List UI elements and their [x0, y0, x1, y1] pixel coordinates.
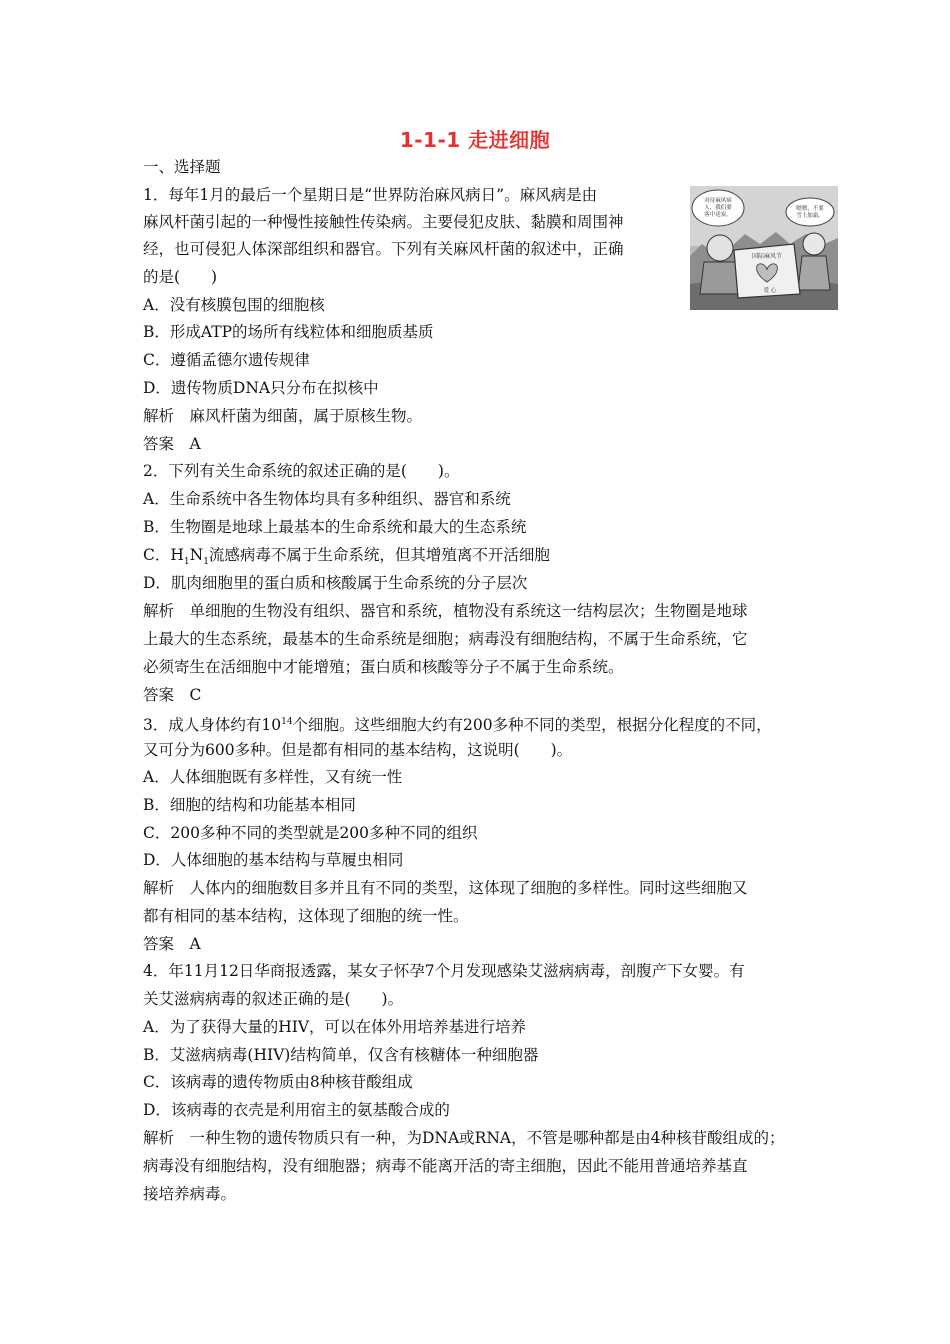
q1-option-d: D．遗传物质DNA只分布在拟核中	[143, 379, 379, 397]
q2-analysis-line-1: 解析 单细胞的生物没有组织、器官和系统，植物没有系统这一结构层次；生物圈是地球	[143, 602, 748, 620]
q2-option-c-text: 流感病毒不属于生命系统，但其增殖离不开活细胞	[208, 546, 550, 564]
q2-option-a: A．生命系统中各生物体均具有多种组织、器官和系统	[143, 490, 511, 508]
box-tag: 爱 心	[763, 288, 777, 294]
q2-answer: 答案 C	[143, 686, 202, 704]
q2-option-c-sub1: 1	[183, 557, 190, 568]
q3-analysis-line-2: 都有相同的基本结构，这体现了细胞的统一性。	[143, 907, 469, 925]
q1-stem-line-3: 经，也可侵犯人体深部组织和器官。下列有关麻风杆菌的叙述中，正确	[143, 240, 624, 258]
q1-option-a: A．没有核膜包围的细胞核	[143, 296, 325, 314]
q3-stem-prefix: 3．成人身体约有10	[143, 716, 282, 735]
q2-stem: 2．下列有关生命系统的叙述正确的是( )。	[143, 462, 460, 480]
q4-option-c: C．该病毒的遗传物质由8种核苷酸组成	[143, 1073, 413, 1091]
q3-option-d: D．人体细胞的基本结构与草履虫相同	[143, 851, 404, 869]
bubble-left-line-3: 客中送炭。	[704, 212, 732, 218]
q3-option-a: A．人体细胞既有多样性，又有统一性	[143, 768, 403, 786]
q3-stem-text: 个细胞。这些细胞大约有200多种不同的类型，根据分化程度的不同，	[292, 716, 772, 735]
q4-analysis-line-3: 接培养病毒。	[143, 1185, 237, 1203]
q1-stem-line-2: 麻风杆菌引起的一种慢性接触性传染病。主要侵犯皮肤、黏膜和周围神	[143, 213, 624, 231]
q1-stem-line-1: 1．每年1月的最后一个星期日是“世界防治麻风病日”。麻风病是由	[143, 186, 598, 204]
q4-option-b: B．艾滋病病毒(HIV)结构简单，仅含有核糖体一种细胞器	[143, 1046, 539, 1064]
bubble-left-line-2: 人，我们要	[704, 205, 732, 211]
q1-answer: 答案 A	[143, 435, 201, 453]
q3-analysis-line-1: 解析 人体内的细胞数目多并且有不同的类型，这体现了细胞的多样性。同时这些细胞又	[143, 879, 748, 897]
q2-option-c	[143, 544, 550, 573]
q2-analysis-line-2: 上最大的生态系统，最基本的生命系统是细胞；病毒没有细胞结构，不属于生命系统，它	[143, 630, 748, 648]
q2-option-c-mid: N	[189, 546, 204, 564]
q2-option-c-sub2: 1	[203, 557, 209, 568]
page-title: 1-1-1 走进细胞	[399, 128, 551, 152]
leprosy-day-cartoon	[690, 186, 838, 310]
q3-stem-line-1	[143, 711, 808, 736]
q3-stem-exponent: 14	[281, 717, 293, 727]
q3-option-c: C．200多种不同的类型就是200多种不同的组织	[143, 824, 478, 842]
q4-stem-line-2: 关艾滋病病毒的叙述正确的是( )。	[143, 990, 404, 1008]
bubble-left-line-1: 对待麻风病	[704, 198, 732, 204]
q1-option-c: C．遵循孟德尔遗传规律	[143, 351, 310, 369]
q4-option-d: D．该病毒的衣壳是利用宿主的氨基酸合成的	[143, 1101, 450, 1119]
q1-analysis: 解析 麻风杆菌为细菌，属于原核生物。	[143, 407, 423, 425]
q4-analysis-line-2: 病毒没有细胞结构，没有细胞器；病毒不能离开活的寄主细胞，因此不能用普通培养基直	[143, 1157, 748, 1175]
q4-stem-line-1: 4．年11月12日华商报透露，某女子怀孕7个月发现感染艾滋病病毒，剖腹产下女婴。有	[143, 962, 745, 980]
q3-option-b: B．细胞的结构和功能基本相同	[143, 796, 356, 814]
bubble-right-line-2: 雪上加霜。	[796, 213, 824, 219]
q2-option-c-prefix: C．H	[143, 546, 184, 564]
q1-stem-line-4: 的是( )	[143, 268, 218, 286]
q4-analysis-line-1: 解析 一种生物的遗传物质只有一种，为DNA或RNA，不管是哪种都是由4种核苷酸组成的；	[143, 1129, 785, 1147]
q3-stem-line-2: 又可分为600多种。但是都有相同的基本结构，这说明( )。	[143, 741, 573, 759]
section-heading: 一、选择题	[143, 158, 221, 176]
bubble-right-line-1: 嗯嗯，不要	[796, 206, 824, 212]
q2-analysis-line-3: 必须寄生在活细胞中才能增殖；蛋白质和核酸等分子不属于生命系统。	[143, 658, 624, 676]
q2-option-b: B．生物圈是地球上最基本的生命系统和最大的生态系统	[143, 518, 527, 536]
q1-option-b: B．形成ATP的场所有线粒体和细胞质基质	[143, 323, 434, 341]
box-label: 国际麻风节	[751, 253, 783, 260]
q2-option-d: D．肌肉细胞里的蛋白质和核酸属于生命系统的分子层次	[143, 574, 528, 592]
q4-option-a: A．为了获得大量的HIV，可以在体外用培养基进行培养	[143, 1018, 527, 1036]
q3-answer: 答案 A	[143, 935, 201, 953]
